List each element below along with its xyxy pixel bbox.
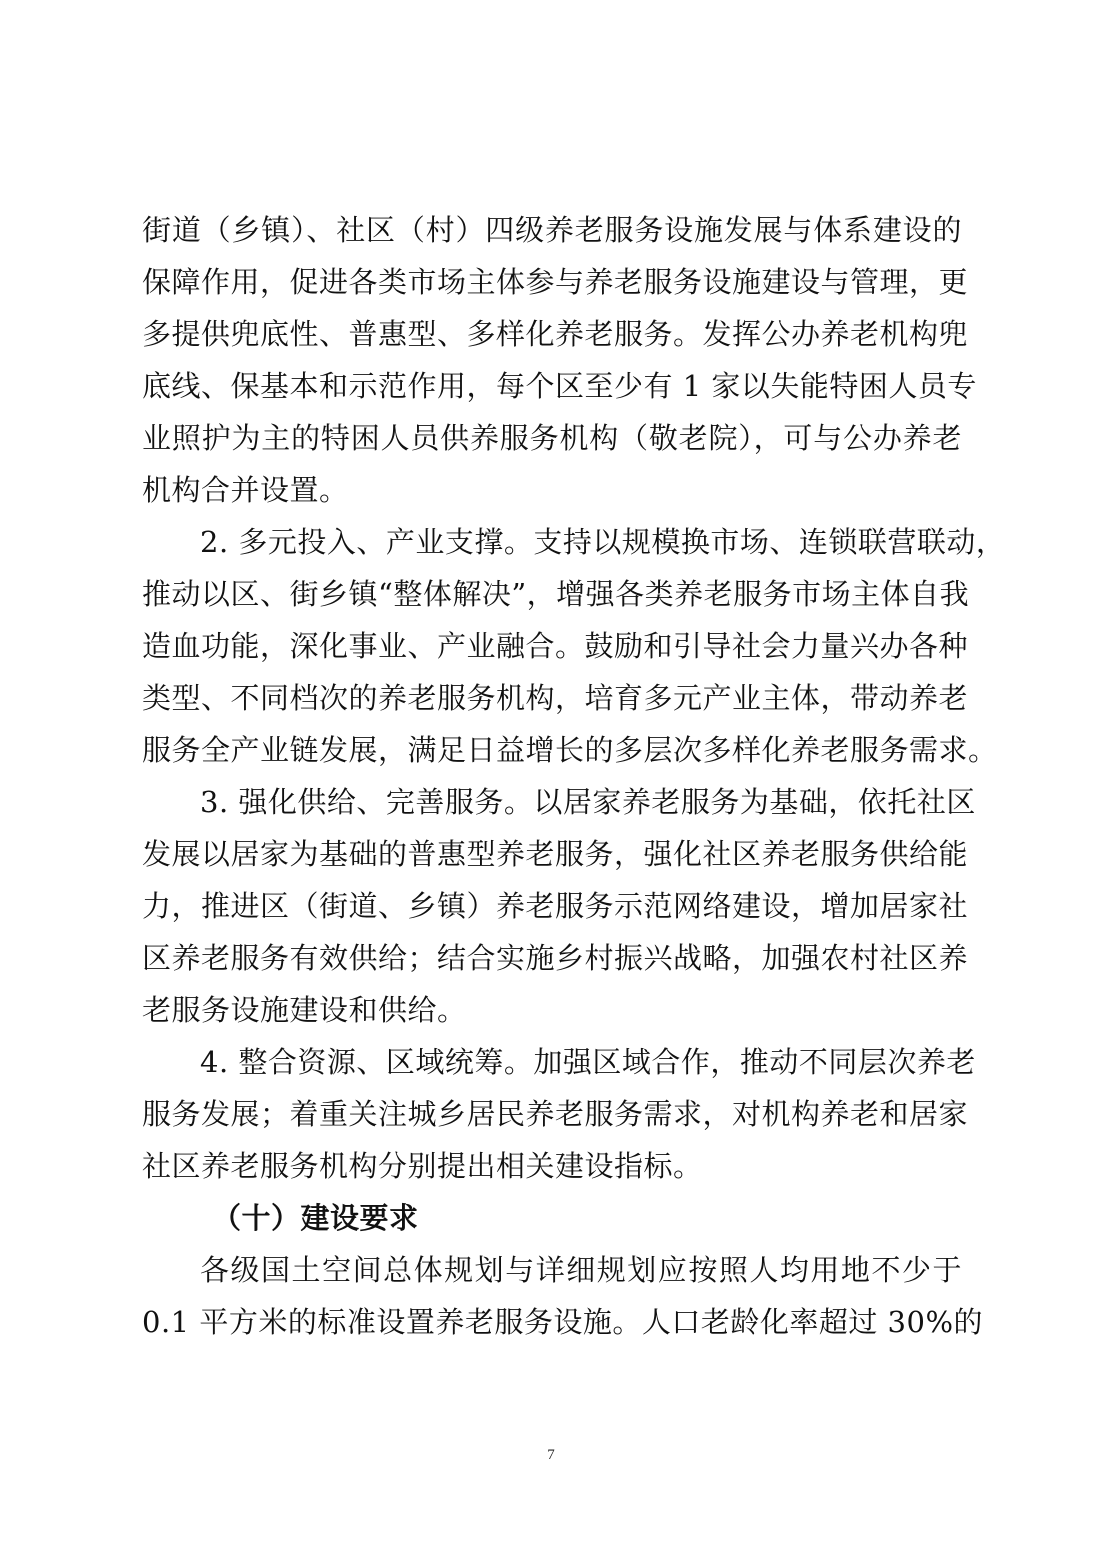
text-line: 街道（乡镇）、社区（村）四级养老服务设施发展与体系建设的 [142,213,962,247]
text-line: 2. 多元投入、产业支撑。支持以规模换市场、连锁联营联动， [200,525,1006,559]
text-line: 0.1 平方米的标准设置养老服务设施。人口老龄化率超过 30%的 [142,1305,984,1339]
paragraph-item-2 [142,516,1006,776]
document-page [142,204,1006,1348]
text-line: 保障作用，促进各类市场主体参与养老服务设施建设与管理，更 [142,265,969,299]
text-line: 推动以区、街乡镇“整体解决”，增强各类养老服务市场主体自我 [142,577,970,611]
text-line: 造血功能，深化事业、产业融合。鼓励和引导社会力量兴办各种 [142,629,969,663]
heading-text: （十）建设要求 [212,1201,419,1235]
text-line: 底线、保基本和示范作用，每个区至少有 1 家以失能特困人员专 [142,369,977,403]
page-number: 7 [547,1447,555,1463]
text-line: 发展以居家为基础的普惠型养老服务，强化社区养老服务供给能 [142,837,969,871]
text-line: 3. 强化供给、完善服务。以居家养老服务为基础，依托社区 [200,785,976,819]
paragraph-continuation [142,204,977,516]
text-line: 各级国土空间总体规划与详细规划应按照人均用地不少于 [200,1253,962,1287]
paragraph-item-3 [142,776,976,1036]
text-line: 社区养老服务机构分别提出相关建设指标。 [142,1149,703,1183]
text-line: 机构合并设置。 [142,473,349,507]
paragraph-requirements [142,1244,984,1348]
text-line: 服务发展；着重关注城乡居民养老服务需求，对机构养老和居家 [142,1097,969,1131]
text-line: 4. 整合资源、区域统筹。加强区域合作，推动不同层次养老 [200,1045,976,1079]
text-line: 老服务设施建设和供给。 [142,993,467,1027]
text-line: 业照护为主的特困人员供养服务机构（敬老院），可与公办养老 [142,421,962,455]
text-line: 区养老服务有效供给；结合实施乡村振兴战略，加强农村社区养 [142,941,969,975]
paragraph-item-4 [142,1036,976,1192]
text-line: 类型、不同档次的养老服务机构，培育多元产业主体，带动养老 [142,681,969,715]
text-line: 服务全产业链发展，满足日益增长的多层次多样化养老服务需求。 [142,733,998,767]
section-heading [142,1192,962,1244]
text-line: 多提供兜底性、普惠型、多样化养老服务。发挥公办养老机构兜 [142,317,969,351]
text-line: 力，推进区（街道、乡镇）养老服务示范网络建设，增加居家社 [142,889,969,923]
